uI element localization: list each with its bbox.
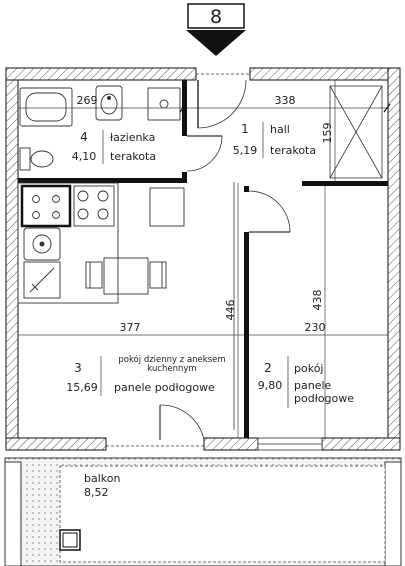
wall-left [6, 68, 18, 450]
kitchen-fixtures [18, 183, 184, 303]
fridge-knob-2 [53, 196, 60, 203]
wall-top-right [250, 68, 400, 80]
room2-door-swing [249, 191, 290, 232]
room-3-area: 15,69 [66, 381, 98, 394]
shower-drain [160, 100, 168, 108]
wall-room2-left-a [244, 186, 249, 192]
room-2-finish-line1: panele [294, 379, 332, 392]
room-1-finish: terakota [270, 144, 317, 157]
room-2-area: 9,80 [257, 379, 283, 392]
room-4-finish: terakota [110, 150, 157, 163]
wall-bath-bottom-b [182, 172, 187, 183]
wall-hall-bottom [302, 181, 388, 186]
dim-living-depth: 446 [224, 299, 237, 321]
dishwasher-mark [30, 268, 54, 292]
toilet-bowl [31, 151, 53, 167]
wall-bottom-a [6, 438, 106, 450]
toilet-tank [20, 148, 30, 170]
room-2-name: pokój [294, 362, 324, 375]
room-2-label [258, 356, 355, 408]
hall-wardrobe [330, 86, 382, 178]
room-4-number: 4 [80, 130, 88, 144]
entrance-door [196, 74, 250, 128]
fridge-knob-1 [33, 196, 40, 203]
shower-tray [148, 88, 180, 120]
room-4-area: 4,10 [71, 150, 97, 163]
wall-bath-bottom-a [18, 178, 185, 183]
room-1-number: 1 [241, 122, 249, 136]
kitchen-sink-drain [40, 242, 44, 246]
room-4-label [72, 130, 156, 164]
stove-burner-2 [98, 191, 108, 201]
fridge [22, 186, 70, 226]
dim-bath-width: 269 [76, 94, 98, 107]
room-3-finish: panele podłogowe [114, 381, 215, 394]
room-1-name: hall [270, 123, 290, 136]
bathtub-basin [26, 93, 66, 121]
wall-right [388, 68, 400, 450]
room-3-label [66, 354, 225, 396]
wall-bottom-c [322, 438, 400, 450]
sink-drain [108, 97, 111, 100]
dining-table [104, 258, 148, 294]
stove-burner-1 [78, 191, 88, 201]
dim-living-width: 377 [119, 321, 141, 334]
fridge-knob-4 [53, 212, 60, 219]
entrance-door-swing [198, 80, 246, 128]
room-1-label [233, 122, 316, 158]
unit-marker-arrow-icon [186, 30, 246, 56]
balcony-railing-right [385, 462, 401, 566]
living-balcony-door-swing [160, 405, 204, 440]
dining-set [86, 258, 166, 294]
sink [96, 86, 122, 120]
room-4-name: łazienka [110, 131, 156, 144]
room-3-name-line2: kuchennym [147, 364, 197, 374]
wall-room2-left-b [244, 232, 249, 438]
dim-hall-depth: 159 [321, 122, 334, 144]
wall-top-left [6, 68, 196, 80]
dim-room2-depth: 438 [311, 289, 324, 311]
stove-burner-4 [98, 209, 108, 219]
balcony-name: balkon [84, 472, 121, 485]
bath-door-swing [187, 136, 222, 171]
room-2-finish-line2: podłogowe [294, 392, 355, 405]
dimension-labels [77, 94, 335, 334]
chair-left [86, 262, 102, 288]
dim-hall-width: 338 [274, 94, 296, 107]
unit-marker [186, 4, 246, 56]
balcony-area: 8,52 [84, 486, 109, 499]
bathtub [20, 88, 72, 126]
room-3-name-line1: pokój dzienny z aneksem [118, 355, 226, 365]
fridge-knob-3 [33, 212, 40, 219]
kitchen-cabinet [150, 188, 184, 226]
wall-bottom-b [204, 438, 258, 450]
balcony [5, 458, 401, 566]
stove-burner-3 [78, 209, 88, 219]
room-3-number: 3 [74, 361, 82, 375]
chair-right [150, 262, 166, 288]
dim-room2-width: 230 [304, 321, 326, 334]
balcony-railing-left [5, 462, 21, 566]
room-2-number: 2 [264, 361, 272, 375]
room-1-area: 5,19 [232, 144, 258, 157]
unit-number: 8 [209, 6, 223, 28]
